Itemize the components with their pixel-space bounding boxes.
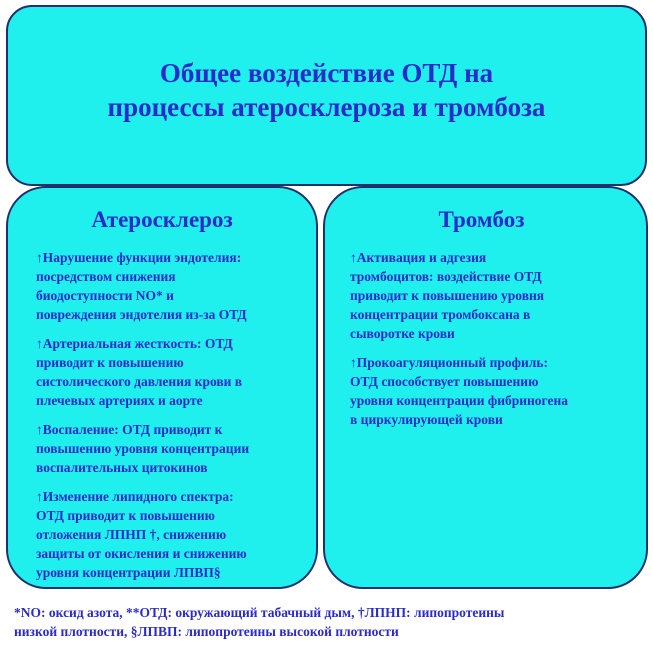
item-line: ↑Прокоагуляционный профиль: (350, 355, 548, 370)
footnote-line-1: *NO: оксид азота, **ОТД: окружающий табачный дым, †ЛПНП: липопротеины (14, 605, 505, 620)
item-line: плечевых артериях и аорте (36, 393, 203, 408)
item-line: ↑Изменение липидного спектра: (36, 489, 234, 504)
item-line: биодоступности NO* и (36, 288, 174, 303)
item-line: концентрации тромбоксана в (350, 307, 531, 322)
item-line: защиты от окисления и снижению (36, 546, 247, 561)
item-line: уровня концентрации ЛПВП§ (36, 565, 221, 580)
diagram-title (108, 56, 546, 124)
thrombosis-items (325, 248, 646, 429)
item-line: воспалительных цитокинов (36, 460, 208, 475)
footnote-line-2: низкой плотности, §ЛПВП: липопротеины высокой плотности (14, 624, 399, 639)
item-line: ОТД способствует повышению (350, 374, 539, 389)
atherosclerosis-item-lipid-profile (36, 487, 308, 582)
atherosclerosis-item-endothelial (36, 248, 308, 324)
atherosclerosis-heading: Атеросклероз (91, 207, 233, 232)
item-line: приводит к повышению уровня (350, 288, 545, 303)
item-line: ↑Артериальная жесткость: ОТД (36, 336, 233, 351)
atherosclerosis-items (8, 248, 316, 582)
item-line: тромбоцитов: воздействие ОТД (350, 269, 542, 284)
thrombosis-box (323, 186, 648, 589)
item-line: повреждения эндотелия из-за ОТД (36, 307, 247, 322)
thrombosis-heading: Тромбоз (438, 207, 525, 232)
item-line: ОТД приводит к повышению (36, 508, 215, 523)
footnote (14, 603, 504, 641)
item-line: систолического давления крови в (36, 374, 243, 389)
item-line: ↑Активация и адгезия (350, 250, 487, 265)
item-line: приводит к повышению (36, 355, 184, 370)
item-line: отложения ЛПНП †, снижению (36, 527, 227, 542)
title-line-1: Общее воздействие ОТД на (159, 57, 494, 88)
atherosclerosis-item-arterial-stiffness (36, 334, 308, 410)
item-line: в циркулирующей крови (350, 412, 503, 427)
title-box (6, 5, 647, 186)
title-line-2: процессы атеросклероза и тромбоза (107, 91, 546, 122)
item-line: посредством снижения (36, 269, 176, 284)
thrombosis-item-platelets (350, 248, 638, 343)
item-line: ↑Воспаление: ОТД приводит к (36, 422, 223, 437)
item-line: ↑Нарушение функции эндотелия: (36, 250, 242, 265)
thrombosis-item-procoagulant (350, 353, 638, 429)
atherosclerosis-box (6, 186, 318, 589)
atherosclerosis-item-inflammation (36, 420, 308, 477)
item-line: уровня концентрации фибриногена (350, 393, 569, 408)
item-line: повышению уровня концентрации (36, 441, 250, 456)
item-line: сыворотке крови (350, 326, 455, 341)
